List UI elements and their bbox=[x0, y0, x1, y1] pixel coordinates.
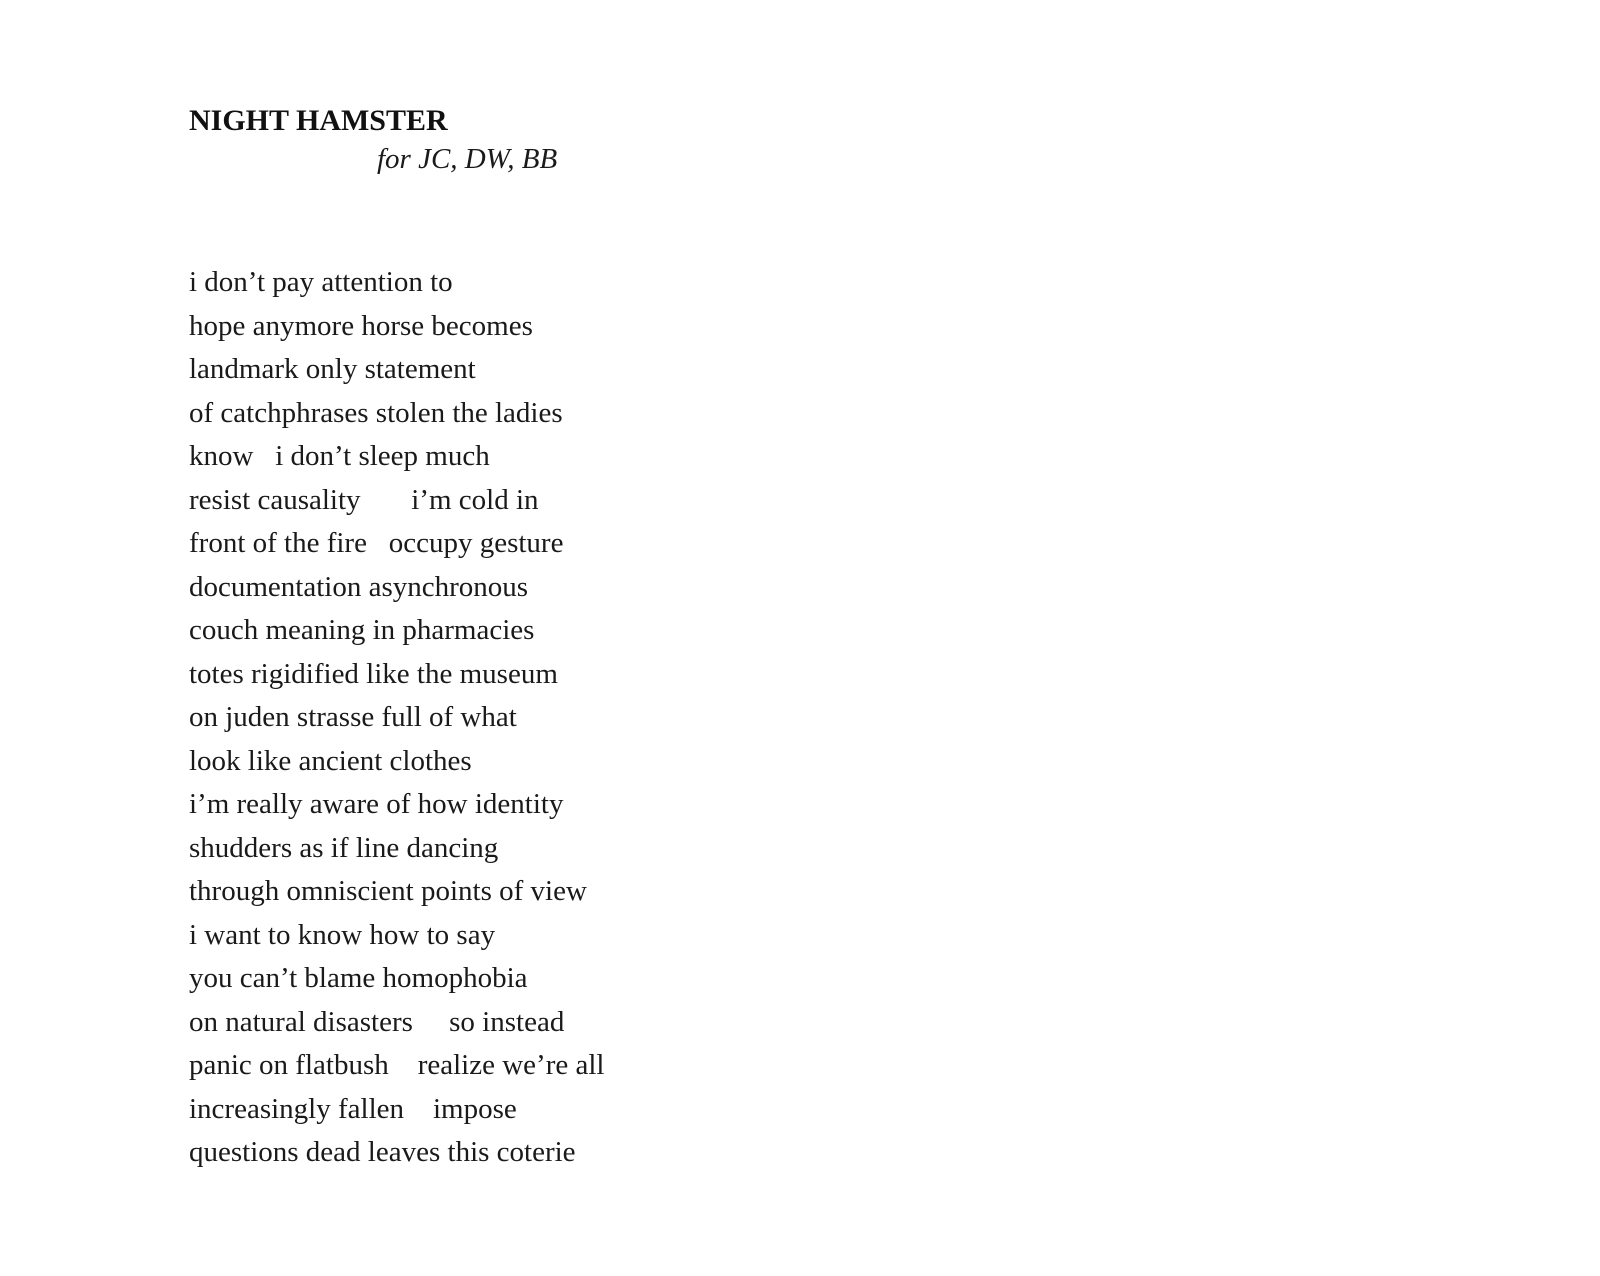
poem-line: couch meaning in pharmacies bbox=[189, 614, 535, 646]
poem-line: look like ancient clothes bbox=[189, 744, 472, 777]
poem-line: panic on flatbush realize we’re all bbox=[189, 1049, 605, 1081]
poem-line: of catchphrases stolen the ladies bbox=[189, 396, 563, 429]
poem-line: i want to know how to say bbox=[189, 918, 496, 951]
poem-line: front of the fire occupy gesture bbox=[189, 527, 564, 559]
poem-line: i don’t pay attention to bbox=[189, 266, 453, 298]
poem-line: increasingly fallen impose bbox=[189, 1092, 517, 1125]
poem-dedication: for JC, DW, BB bbox=[377, 143, 558, 175]
poem-line: questions dead leaves this coterie bbox=[189, 1136, 576, 1168]
poem-line: know i don’t sleep much bbox=[189, 440, 490, 472]
poem-line: on juden strasse full of what bbox=[189, 701, 517, 733]
poem-line: shudders as if line dancing bbox=[189, 831, 499, 864]
poem bbox=[189, 103, 889, 1175]
poem-line: i’m really aware of how identity bbox=[189, 788, 564, 820]
poem-line: landmark only statement bbox=[189, 353, 476, 385]
poem-line: documentation asynchronous bbox=[189, 570, 529, 603]
poem-title: NIGHT HAMSTER bbox=[189, 104, 448, 137]
poem-line: through omniscient points of view bbox=[189, 875, 587, 907]
poem-line: you can’t blame homophobia bbox=[189, 962, 528, 994]
poem-line: totes rigidified like the museum bbox=[189, 657, 558, 690]
poem-line: hope anymore horse becomes bbox=[189, 309, 533, 342]
poem-line: resist causality i’m cold in bbox=[189, 483, 539, 516]
poem-line: on natural disasters so instead bbox=[189, 1005, 565, 1038]
poem-body bbox=[189, 261, 889, 1175]
